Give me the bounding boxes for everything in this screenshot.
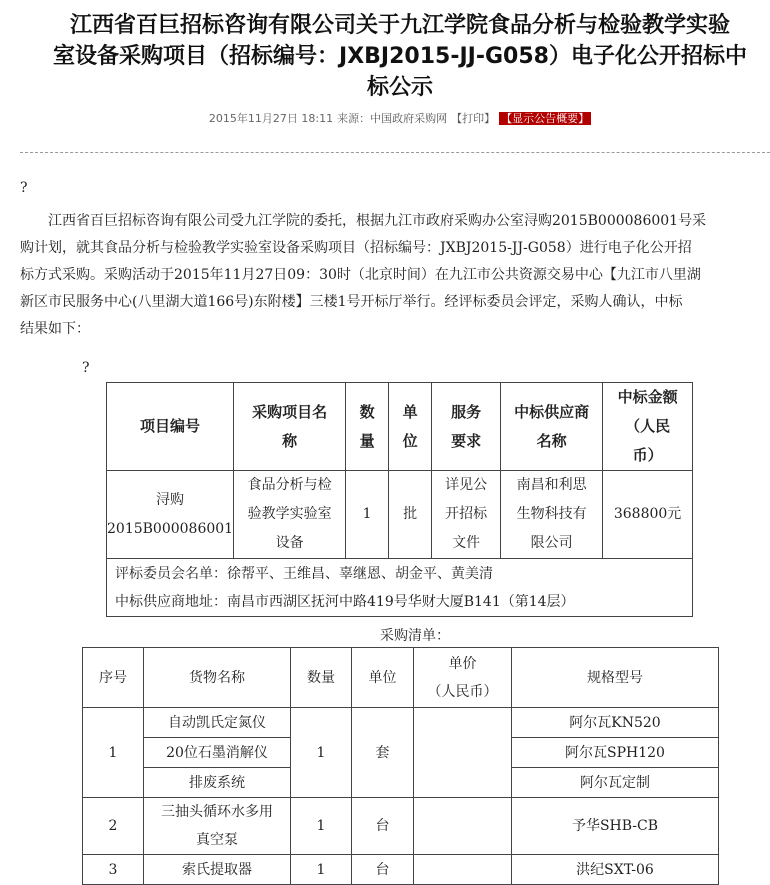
header-name: 货物名称 [144,648,291,708]
title-line: 室设备采购项目（招标编号：JXBJ2015-JJ-G058）电子化公开招标中 [53,44,747,69]
cell-unit: 套 [352,708,414,798]
cell-spec: 阿尔瓦KN520 [512,708,719,738]
body-line: 结果如下： [20,321,90,337]
header-unit: 单位 [352,648,414,708]
cell-amount: 368800元 [603,471,693,559]
cell-qty: 1 [291,798,352,855]
header-supplier: 中标供应商 名称 [501,383,603,471]
body-line: 标方式采购。采购活动于2015年11月27日09：30时（北京时间）在九江市公共资源交易中心【九江市八里湖 [20,267,701,283]
print-link[interactable]: 【打印】 [451,112,496,125]
cell-project-no: 浔购 2015B000086001 [107,471,234,559]
table-header-row [107,383,693,471]
source-link[interactable]: 中国政府采购网 [370,112,448,125]
cell-qty: 1 [291,855,352,885]
header-service: 服务 要求 [432,383,501,471]
publish-datetime: 2015年11月27日 18:11 [208,112,334,125]
table-row [83,798,719,855]
header-amount: 中标金额 （人民 币） [603,383,693,471]
cell-name: 索氏提取器 [144,855,291,885]
notice-title [0,10,770,103]
header-unit: 单 位 [389,383,432,471]
supplier-address: 中标供应商地址：南昌市西湖区抚河中路419号华财大厦B141（第14层） [115,593,575,610]
cell-project-name: 食品分析与检 验教学实验室 设备 [234,471,346,559]
list-caption: 采购清单： [380,628,450,644]
cell-spec: 洪纪SXT-06 [512,855,719,885]
cell-spec: 阿尔瓦SPH120 [512,738,719,768]
table-row [83,855,719,885]
body-paragraph [20,208,770,343]
header-project-name: 采购项目名 称 [234,383,346,471]
cell-unit: 台 [352,855,414,885]
committee-and-address [107,559,693,617]
award-table [106,382,693,617]
cell-seq: 3 [83,855,144,885]
cell-qty: 1 [291,708,352,798]
table-row [107,559,693,617]
unknown-char-mark: ? [20,180,28,196]
title-line: 标公示 [366,75,433,100]
cell-service: 详见公 开招标 文件 [432,471,501,559]
cell-unit: 批 [389,471,432,559]
cell-name: 自动凯氏定氮仪 [144,708,291,738]
table-row [83,708,719,738]
header-quantity: 数 量 [346,383,389,471]
cell-name: 排废系统 [144,768,291,798]
table-header-row [83,648,719,708]
title-line: 江西省百巨招标咨询有限公司关于九江学院食品分析与检验教学实验 [69,13,730,38]
purchase-list-table [82,647,719,885]
cell-seq: 1 [83,708,144,798]
table-row [107,471,693,559]
cell-name: 20位石墨消解仪 [144,738,291,768]
header-seq: 序号 [83,648,144,708]
body-line: 新区市民服务中心(八里湖大道166号)东附楼】三楼1号开标厅举行。经评标委员会评定，采购人确认，中标 [20,294,683,310]
header-price: 单价 （人民币） [414,648,512,708]
committee-list: 评标委员会名单：徐帮平、王维昌、辜继恩、胡金平、黄美清 [115,565,493,582]
header-spec: 规格型号 [512,648,719,708]
body-line: 购计划，就其食品分析与检验教学实验室设备采购项目（招标编号：JXBJ2015-JJ-G058）进行电子化公开招 [20,240,692,256]
divider [20,152,770,153]
cell-price [414,855,512,885]
cell-price [414,798,512,855]
show-summary-link[interactable]: 【显示公告概要】 [501,112,590,125]
cell-name: 三抽头循环水多用 真空泵 [144,798,291,855]
cell-unit: 台 [352,798,414,855]
cell-price [414,708,512,798]
header-project-no: 项目编号 [107,383,234,471]
meta-bar [0,110,770,126]
cell-seq: 2 [83,798,144,855]
cell-supplier: 南昌和利思 生物科技有 限公司 [501,471,603,559]
body-line: 江西省百巨招标咨询有限公司受九江学院的委托，根据九江市政府采购办公室浔购2015B000086001号采 [48,213,707,229]
unknown-char-mark: ? [82,360,90,376]
source-label: 来源： [337,112,371,125]
cell-spec: 阿尔瓦定制 [512,768,719,798]
header-qty: 数量 [291,648,352,708]
cell-spec: 予华SHB-CB [512,798,719,855]
cell-quantity: 1 [346,471,389,559]
